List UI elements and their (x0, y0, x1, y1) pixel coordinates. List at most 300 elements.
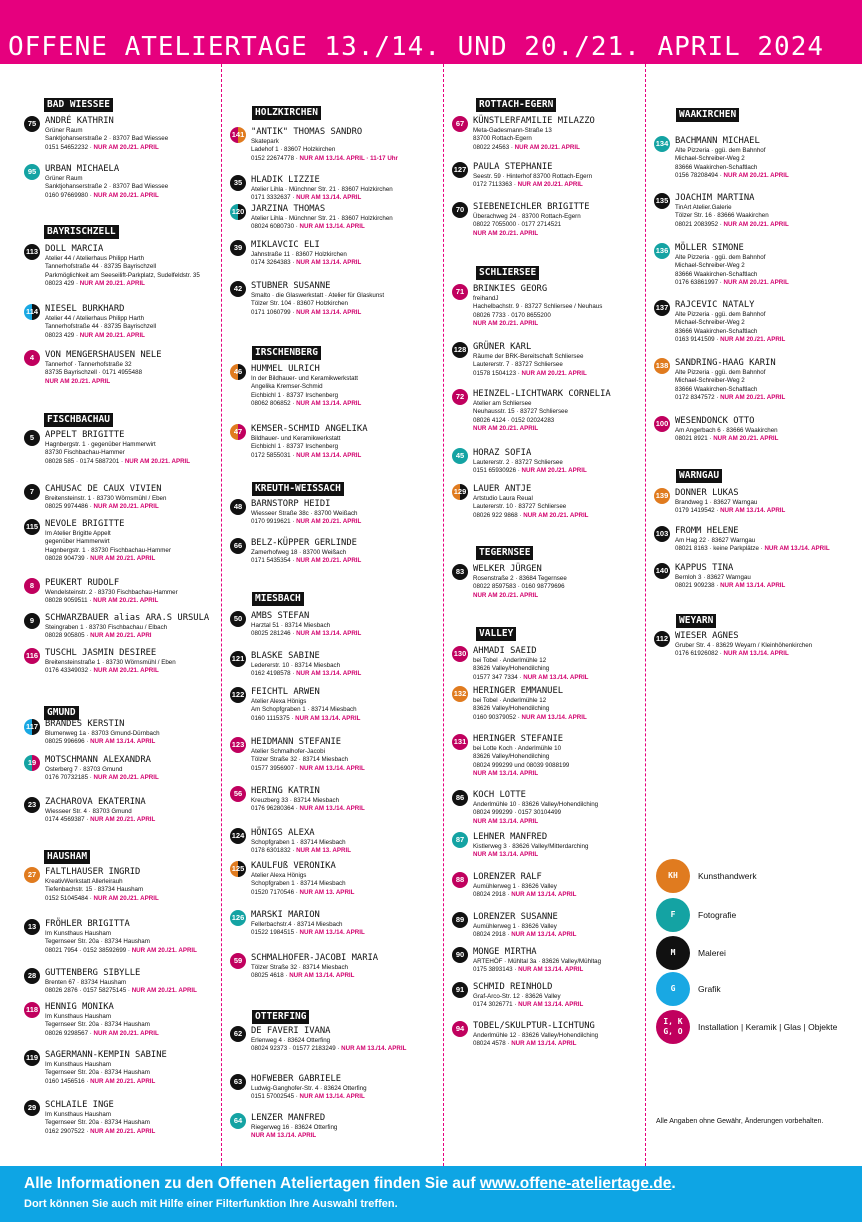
entry-number-badge: 128 (452, 342, 468, 358)
address-line: Grüner Raum (45, 127, 83, 134)
contact-line (675, 507, 860, 515)
phone-number: 08022 24563 (473, 143, 510, 151)
separator: · (505, 1040, 512, 1048)
separator: · (335, 1045, 342, 1053)
address-line: 08026 4124 · 0152 02024283 (473, 416, 555, 424)
footer-bar (0, 1166, 862, 1222)
artist-name: HOFWEBER GABRIELE (251, 1074, 342, 1084)
address-line: Im Kunsthaus Hausham (45, 930, 112, 937)
address-line: Tölzer Str. 104 · 83607 Holzkirchen (251, 300, 348, 308)
website-link[interactable]: www.offene-ateliertage.de (479, 1175, 672, 1192)
opening-days: NUR AM 20./21. APRIL (45, 377, 111, 385)
entry-content (675, 563, 860, 591)
opening-days: NUR AM 20./21. APRIL (124, 457, 191, 465)
separator: · (294, 888, 300, 896)
artist-name: KÜNSTLERFAMILIE MILAZZO (473, 116, 595, 126)
entry-number-badge: 132 (452, 686, 468, 702)
phone-number: 0152 22674778 (251, 154, 295, 162)
address-line: Gruber Str. 4 · 83629 Weyarn / Kleinhöhenkirchen (675, 642, 813, 649)
artist-name: LEHNER MANFRED (473, 832, 548, 842)
phone-number: 0151 65930926 (473, 467, 517, 475)
separator: · (290, 451, 297, 459)
phone-number: 08024 2918 (473, 891, 506, 899)
artist-name: TUSCHL JASMIN DESIREE (45, 648, 157, 658)
entry-content (473, 389, 642, 434)
separator: · (290, 308, 297, 316)
separator: · (294, 1093, 300, 1101)
separator: · (290, 259, 297, 267)
entry-number-badge: 71 (452, 284, 468, 300)
address-line: 08026 7733 · 0170 8655200 (473, 311, 551, 319)
entry-content (45, 755, 216, 783)
entry-content (45, 578, 216, 606)
artist-name: ZACHAROVA EKATERINA (45, 797, 146, 807)
separator: · (283, 972, 290, 980)
contact-line (251, 670, 436, 678)
artist-name: HERING KATRIN (251, 786, 320, 796)
address-line: Fellerbachstr.4 · 83714 Miesbach (251, 921, 343, 928)
contact-line (675, 582, 860, 590)
address-line: Tiefenbachstr. 15 · 83734 Hausham (45, 886, 144, 894)
artist-name: GRÜNER KARL (473, 342, 532, 352)
address-line: Erlenweg 4 · 83624 Otterfing (251, 1037, 331, 1044)
entry-number-badge: 121 (230, 651, 246, 667)
contact-line (251, 765, 436, 773)
entry-number-badge: 64 (230, 1113, 246, 1129)
phone-number: 0172 7113363 (473, 181, 513, 189)
artist-name: KOCH LOTTE (473, 790, 526, 800)
contact-line (251, 1132, 436, 1140)
entry-content (45, 1050, 216, 1086)
section-heading: VALLEY (476, 627, 516, 641)
artist-name: MOTSCHMANN ALEXANDRA (45, 755, 151, 765)
artist-name: WESENDONCK OTTO (675, 416, 755, 426)
address-line: Skatepark (251, 138, 279, 145)
entry-number-badge: 13 (24, 919, 40, 935)
section-heading: IRSCHENBERG (252, 346, 321, 360)
entry-number-badge: 136 (654, 243, 670, 259)
legend-label: Kunsthandwerk (698, 871, 757, 881)
legend-label: Grafik (698, 984, 721, 994)
address-line: Breitensteinstraße 1 · 83730 Wörnsmühl / Eben (45, 659, 176, 666)
entry-number-badge: 4 (24, 350, 40, 366)
phone-number: 0178 6301832 (251, 847, 291, 855)
contact-line (45, 1128, 216, 1136)
entry-content (473, 484, 642, 520)
phone-number: 08028 585 · 0174 5887201 (45, 457, 120, 465)
opening-days: NUR AM 13./14. APRIL (511, 1040, 577, 1048)
opening-days: NUR AM 20./21. APRIL (473, 229, 539, 237)
phone-number: 08026 9298567 (45, 1029, 89, 1037)
phone-number: 08024 92373 · 01577 2183249 (251, 1045, 336, 1053)
address-line: Parkmöglichkeit am Seeseilift-Parkplatz, Sudelfeldstr. 35 (45, 271, 200, 279)
artist-name: WELKER JÜRGEN (473, 564, 542, 574)
separator: · (126, 987, 132, 995)
address-line: Jahnstraße 11 · 83607 Holzkirchen (251, 251, 347, 258)
contact-line (45, 632, 216, 640)
entry-content (473, 912, 642, 940)
separator: · (505, 931, 512, 939)
contact-line (473, 425, 642, 433)
entry-number-badge: 39 (230, 240, 246, 256)
address-line: In der Bildhauer- und Keramikwerkstatt (251, 375, 358, 382)
artist-name: SCHMALHOFER-JACOBI MARIA (251, 953, 379, 963)
contact-line (675, 336, 860, 344)
phone-number: 0151 54652232 (45, 143, 89, 151)
entry-content (45, 1002, 216, 1038)
address-line: Eichbichl 1 · 83737 Irschenberg (251, 391, 339, 399)
artist-name: FRÖHLER BRIGITTA (45, 919, 130, 929)
contact-line (675, 394, 860, 402)
separator: · (714, 582, 721, 590)
address-line: Rosenstraße 2 · 83684 Tegernsee (473, 575, 567, 582)
column-divider (443, 64, 444, 1166)
artist-name: URBAN MICHAELA (45, 164, 120, 174)
contact-line (473, 818, 642, 826)
entry-content (473, 342, 642, 378)
address-line: Ludwig-Ganghofer-Str. 4 · 83624 Otterfing (251, 1085, 367, 1092)
contact-line (473, 467, 642, 475)
opening-days: NUR AM 13./14. APRIL (473, 851, 539, 859)
separator: · (294, 154, 300, 162)
legend-code: KH (668, 871, 678, 880)
entry-content (251, 281, 436, 317)
artist-name: "ANTIK" THOMAS SANDRO (251, 127, 363, 137)
address-line: Lautererstr. 2 · 83727 Schliersee (473, 459, 563, 466)
entry-number-badge: 127 (452, 162, 468, 178)
column-1 (0, 64, 218, 1166)
separator: · (505, 891, 512, 899)
contact-line (675, 172, 860, 180)
contact-line (473, 144, 642, 152)
separator: · (290, 518, 297, 526)
separator: · (84, 1077, 91, 1085)
entry-number-badge: 141 (230, 127, 246, 143)
entry-content (251, 1026, 436, 1054)
entry-number-badge: 27 (24, 867, 40, 883)
section-heading: HOLZKIRCHEN (252, 106, 321, 120)
address-line: Neuhausstr. 15 · 83727 Schliersee (473, 408, 568, 416)
entry-content (473, 832, 642, 860)
legend-item (656, 859, 856, 893)
entry-content (251, 611, 436, 639)
entry-content (473, 734, 642, 779)
separator: · (84, 816, 91, 824)
opening-days: NUR AM 13./14. APRIL (523, 673, 589, 681)
phone-number: 08021 909238 (675, 582, 715, 590)
opening-days: NUR AM 13./14. APRIL (723, 650, 789, 658)
phone-number: 08025 996696 (45, 738, 85, 746)
contact-line (251, 223, 436, 231)
entry-content (251, 910, 436, 938)
address-line: 08022 8597583 · 0160 98779696 (473, 583, 565, 591)
entry-number-badge: 7 (24, 484, 40, 500)
contact-line (45, 378, 216, 386)
phone-number: 0171 1060799 (251, 308, 291, 316)
separator: · (516, 467, 522, 475)
phone-number: 08024 2918 (473, 931, 506, 939)
artist-name: ANDRÉ KATHRIN (45, 116, 114, 126)
entry-number-badge: 42 (230, 281, 246, 297)
contact-line (473, 770, 642, 778)
contact-line (45, 895, 216, 903)
entry-content (45, 648, 216, 676)
entry-content (45, 519, 216, 564)
separator: · (509, 143, 515, 151)
address-line: Grüner Raum (45, 175, 83, 182)
separator: · (718, 650, 724, 658)
opening-days: NUR AM 13./14. APRIL (289, 972, 355, 980)
address-line: Tölzer Straße 32 · 83714 Miesbach (251, 756, 348, 764)
entry-number-badge: 122 (230, 687, 246, 703)
address-line: Atelier Alexa Hönigs (251, 698, 307, 705)
section-heading: GMUND (44, 706, 79, 720)
opening-days: NUR AM 20./21. APRIL (723, 220, 789, 228)
contact-line (45, 597, 216, 605)
opening-days: NUR AM 20./21. APRIL (79, 331, 145, 339)
contact-line (675, 221, 860, 229)
artist-name: HÖNIGS ALEXA (251, 828, 315, 838)
address-line: Lautererstr. 7 · 83727 Schliersee (473, 361, 563, 369)
artist-name: BELZ-KÜPPER GERLINDE (251, 538, 357, 548)
legend-code: M (670, 948, 676, 957)
section-heading: HAUSHAM (44, 850, 90, 864)
contact-line (251, 194, 436, 202)
artist-name: KAULFUß VERONIKA (251, 861, 336, 871)
address-line: Tannerhofstraße 44 · 83735 Bayrischzell (45, 323, 157, 331)
opening-days: NUR AM 13./14. APRIL (296, 194, 362, 202)
entry-content (473, 790, 642, 826)
phone-number: 0162 2907522 (45, 1127, 85, 1135)
contact-line (45, 738, 216, 746)
artist-name: KEMSER-SCHMID ANGELIKA (251, 424, 368, 434)
address-line: Aumühlerweg 1 · 83626 Valley (473, 923, 557, 930)
separator: · (290, 847, 297, 855)
separator: · (516, 713, 522, 721)
section-heading: WAAKIRCHEN (676, 108, 739, 122)
separator: · (718, 172, 724, 180)
section-heading: TEGERNSEE (476, 546, 533, 560)
opening-days: NUR AM 20./21. APRIL (90, 1127, 156, 1135)
phone-number: 08024 6080730 (251, 223, 295, 231)
legend-category-circle (656, 1010, 690, 1044)
entry-number-badge: 23 (24, 797, 40, 813)
entry-number-badge: 94 (452, 1021, 468, 1037)
contact-line (45, 144, 216, 152)
phone-number: 0179 1419542 (675, 507, 715, 515)
entry-content (251, 953, 436, 981)
entry-content (473, 284, 642, 329)
page-title: OFFENE ATELIERTAGE 13./14. UND 20./21. APRIL 2024 (8, 32, 825, 62)
artist-name: JOACHIM MARTINA (675, 193, 755, 203)
phone-number: 08028 905805 (45, 632, 85, 640)
column-divider (221, 64, 222, 1166)
entry-content (251, 499, 436, 527)
contact-line (473, 592, 642, 600)
separator: · (517, 511, 524, 519)
entry-content (473, 162, 642, 190)
separator: · (294, 929, 300, 937)
legend-item (656, 1010, 856, 1044)
entry-number-badge: 67 (452, 116, 468, 132)
opening-days: NUR AM 13./14. APRIL (296, 670, 362, 678)
legend-item (656, 936, 856, 970)
separator: · (290, 670, 297, 678)
entry-content (251, 424, 436, 460)
separator: · (290, 194, 297, 202)
phone-number: 0170 9919621 (251, 518, 291, 526)
phone-number: 0176 70732185 (45, 774, 89, 782)
entry-content (251, 538, 436, 566)
opening-days: NUR AM 20./21. APRIL (523, 511, 589, 519)
phone-number: 0172 5855031 (251, 451, 291, 459)
address-line: Bernloh 3 · 83627 Warngau (675, 574, 751, 581)
entry-content (675, 243, 860, 288)
entry-number-badge: 83 (452, 564, 468, 580)
address-line: Tölzer Str. 16 · 83666 Waakirchen (675, 212, 769, 220)
address-line: 08024 999299 und 08039 9088199 (473, 761, 570, 769)
address-line: Aumühlerweg 1 · 83626 Valley (473, 883, 557, 890)
phone-number: 0174 3026771 (473, 1001, 513, 1009)
artist-name: JARZINA THOMAS (251, 204, 326, 214)
opening-days: NUR AM 20./21. APRIL (90, 555, 156, 563)
entry-content (45, 719, 216, 747)
section-heading: WEYARN (676, 614, 716, 628)
legend-code: G (670, 984, 676, 993)
phone-number: 08023 429 (45, 280, 75, 288)
entry-content (473, 1021, 642, 1049)
separator: · (290, 400, 297, 408)
phone-number: 0162 4198578 (251, 670, 291, 678)
address-line: Überachweg 24 · 83700 Rottach-Egern (473, 213, 581, 220)
entry-content (473, 564, 642, 600)
address-line: 83666 Waakirchen-Schaftlach (675, 163, 758, 171)
footer-text-end: . (671, 1175, 676, 1192)
entry-content (251, 861, 436, 897)
opening-days: NUR AM 20./21. APRIL (720, 394, 786, 402)
entry-content (473, 448, 642, 476)
contact-line (45, 332, 216, 340)
phone-number: 08024 4578 (473, 1040, 506, 1048)
phone-number: 08021 2083952 (675, 220, 719, 228)
column-divider (645, 64, 646, 1166)
opening-days: NUR AM 13./14. APRIL (511, 891, 577, 899)
separator: · (84, 555, 91, 563)
entry-number-badge: 56 (230, 786, 246, 802)
entry-content (45, 484, 216, 512)
separator: · (516, 369, 522, 377)
phone-number: 01577 347 7334 (473, 673, 518, 681)
entry-number-badge: 62 (230, 1026, 246, 1042)
opening-days: NUR AM 20./21. APRIL (473, 591, 539, 599)
entry-number-badge: 120 (230, 204, 246, 220)
section-heading: BAYRISCHZELL (44, 225, 119, 239)
opening-days: NUR AM 20./21. APRIL (90, 816, 156, 824)
opening-days: NUR AM 13./14. APRIL (251, 1132, 317, 1140)
entry-number-badge: 137 (654, 300, 670, 316)
address-line: Atelier 44 / Atelierhaus Philipp Harth (45, 315, 145, 322)
phone-number: 08021 8163 · keine Parkplätze (675, 545, 759, 553)
separator: · (294, 805, 300, 813)
opening-days: NUR AM 20./21. APRIL (93, 597, 159, 605)
entry-number-badge: 138 (654, 358, 670, 374)
separator: · (718, 279, 724, 287)
contact-line (45, 816, 216, 824)
entry-content (251, 1113, 436, 1141)
address-line: Michael-Schreiber-Weg 2 (675, 319, 745, 327)
entry-number-badge: 75 (24, 116, 40, 132)
contact-line (45, 458, 216, 466)
address-line: Tegernseer Str. 20a · 83734 Hausham (45, 1021, 150, 1029)
phone-number: 0176 63861997 (675, 279, 719, 287)
contact-line (251, 929, 436, 937)
column-3 (446, 64, 642, 1166)
contact-line (473, 714, 642, 722)
contact-line (675, 279, 860, 287)
address-line: Artstudio Laura Reual (473, 495, 533, 502)
phone-number: 08026 2876 · 0157 58275145 (45, 987, 127, 995)
contact-line (473, 931, 642, 939)
opening-days: NUR AM 13./14. APRIL (299, 929, 365, 937)
section-heading: MIESBACH (252, 592, 304, 606)
address-line: 83700 Rottach-Egern (473, 135, 532, 143)
artist-name: SCHMID REINHOLD (473, 982, 553, 992)
opening-days: NUR AM 20./21. APRI (90, 632, 152, 640)
phone-number: 08023 429 (45, 331, 75, 339)
separator: · (290, 630, 297, 638)
contact-line (473, 320, 642, 328)
separator: · (119, 457, 125, 465)
phone-number: 01578 1504123 (473, 369, 517, 377)
contact-line (45, 503, 216, 511)
opening-days: NUR AM 20./21. APRIL (713, 435, 779, 443)
artist-name: MARSKI MARION (251, 910, 320, 920)
address-line: Atelier Alexa Hönigs (251, 872, 307, 879)
address-line: Breitensteinstr. 1 · 83730 Wörnsmühl / Eben (45, 495, 167, 502)
opening-days: NUR AM 13./14. APRIL (299, 805, 365, 813)
opening-days: NUR AM 20./21. APRIL (131, 987, 197, 995)
contact-line (251, 972, 436, 980)
address-line: Zamerhofweg 18 · 83700 Weißach (251, 549, 347, 556)
opening-days: NUR AM 13./14. APRIL (511, 931, 577, 939)
separator: · (88, 774, 94, 782)
entry-number-badge: 72 (452, 389, 468, 405)
phone-number: 0176 96280364 (251, 805, 295, 813)
entry-content (251, 828, 436, 856)
address-line: Lautererstr. 10 · 83727 Schliersee (473, 503, 567, 511)
phone-number: 01577 3956907 (251, 764, 295, 772)
opening-days: NUR AM 20./21. APRIL (296, 518, 362, 526)
separator: · (294, 223, 300, 231)
artist-name: BRANDES KERSTIN (45, 719, 125, 729)
address-line: Tegernseer Str. 20a · 83734 Hausham (45, 938, 150, 946)
artist-name: HLADIK LIZZIE (251, 175, 320, 185)
artist-name: LENZER MANFRED (251, 1113, 326, 1123)
artist-name: TOBEL/SKULPTUR-LICHTUNG (473, 1021, 595, 1031)
entry-number-badge: 123 (230, 737, 246, 753)
entry-number-badge: 46 (230, 364, 246, 380)
legend-code: F (670, 910, 676, 919)
artist-name: BARNSTORP HEIDI (251, 499, 331, 509)
entry-number-badge: 5 (24, 430, 40, 446)
entry-number-badge: 45 (452, 448, 468, 464)
address-line: Im Kunsthaus Hausham (45, 1013, 112, 1020)
opening-days: NUR AM 13./14. APRIL (518, 1001, 584, 1009)
artist-name: HERINGER EMMANUEL (473, 686, 564, 696)
contact-line (251, 805, 436, 813)
phone-number: 0160 1115375 (251, 714, 290, 722)
opening-days: NUR AM 20./21. APRIL (723, 172, 789, 180)
